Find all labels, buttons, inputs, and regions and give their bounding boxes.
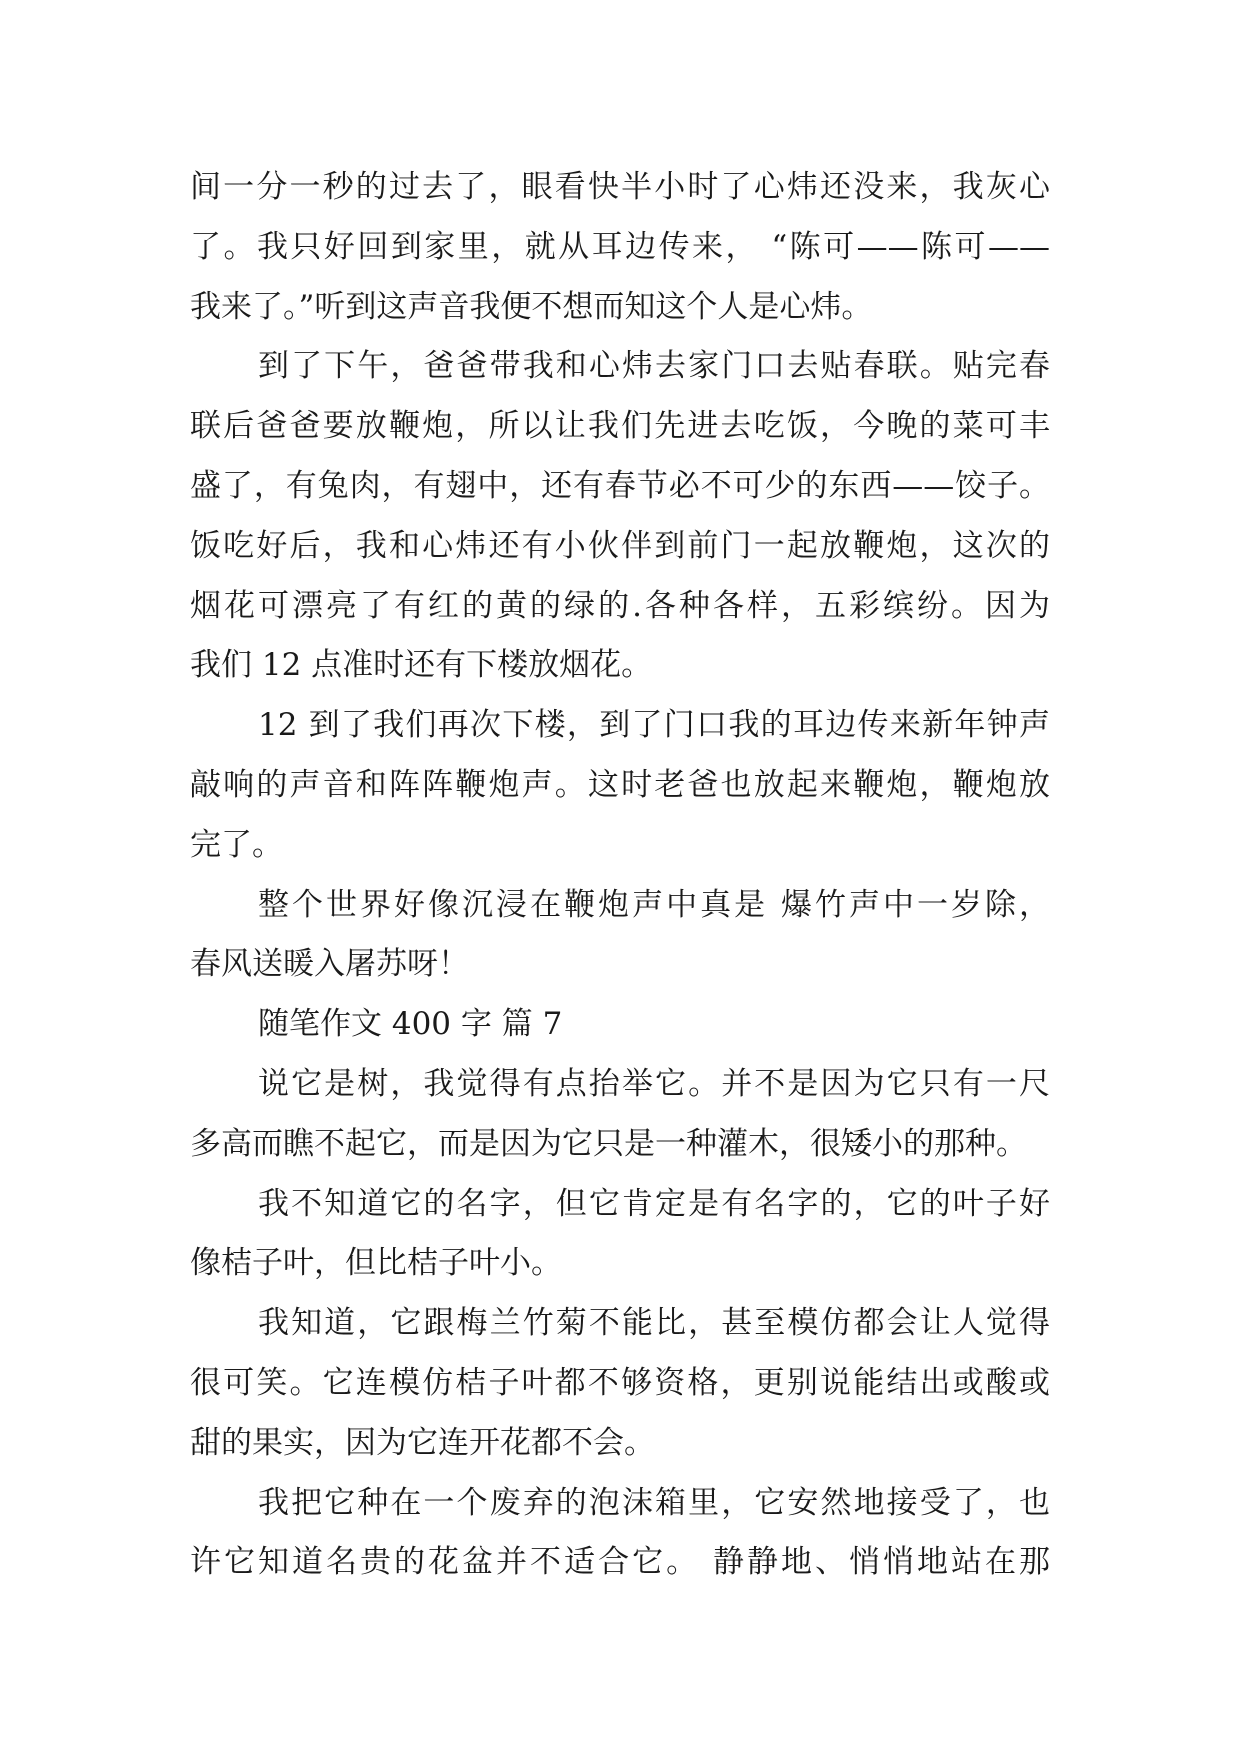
- text-line: 间一分一秒的过去了，眼看快半小时了心炜还没来，我灰心: [190, 169, 1050, 205]
- text-line: 敲响的声音和阵阵鞭炮声。这时老爸也放起来鞭炮，鞭炮放: [190, 766, 1050, 803]
- text-line: 多高而瞧不起它，而是因为它只是一种灌木，很矮小的那种。: [190, 1125, 1027, 1162]
- text-line: 整个世界好像沉浸在鞭炮声中真是 爆竹声中一岁除，: [258, 886, 1050, 923]
- text-line: 我来了。”听到这声音我便不想而知这个人是心炜。: [190, 288, 873, 325]
- text-line: 饭吃好后，我和心炜还有小伙伴到前门一起放鞭炮，这次的: [190, 527, 1050, 564]
- text-line: 12 到了我们再次下楼，到了门口我的耳边传来新年钟声: [258, 707, 1050, 744]
- document-body: [190, 158, 1050, 1593]
- text-line: 到了下午，爸爸带我和心炜去家门口去贴春联。贴完春: [258, 348, 1050, 385]
- text-line: 完了。: [190, 826, 283, 863]
- text-line: 我知道，它跟梅兰竹菊不能比，甚至模仿都会让人觉得: [258, 1305, 1050, 1342]
- text-line: 联后爸爸要放鞭炮，所以让我们先进去吃饭，今晚的菜可丰: [190, 408, 1050, 445]
- text-line: 盛了，有兔肉，有翅中，还有春节必不可少的东西——饺子。: [190, 467, 1050, 504]
- text-line: 我不知道它的名字，但它肯定是有名字的，它的叶子好: [258, 1185, 1050, 1222]
- text-line: 甜的果实，因为它连开花都不会。: [190, 1424, 655, 1461]
- text-line: 了。我只好回到家里，就从耳边传来， “陈可——陈可——: [190, 228, 1050, 265]
- text-line: 说它是树，我觉得有点抬举它。并不是因为它只有一尺: [258, 1065, 1050, 1102]
- text-line: 春风送暖入屠苏呀！: [190, 946, 469, 983]
- text-line: 我把它种在一个废弃的泡沫箱里，它安然地接受了，也: [258, 1484, 1050, 1521]
- text-line: 像桔子叶，但比桔子叶小。: [190, 1245, 562, 1282]
- text-line: 许它知道名贵的花盆并不适合它。 静静地、悄悄地站在那: [190, 1544, 1050, 1581]
- text-line: 我们 12 点准时还有下楼放烟花。: [190, 647, 653, 684]
- text-line: 很可笑。它连模仿桔子叶都不够资格，更别说能结出或酸或: [190, 1364, 1050, 1401]
- text-line: 烟花可漂亮了有红的黄的绿的.各种各样，五彩缤纷。因为: [190, 587, 1050, 624]
- text-line: 随笔作文 400 字 篇 7: [258, 1006, 563, 1043]
